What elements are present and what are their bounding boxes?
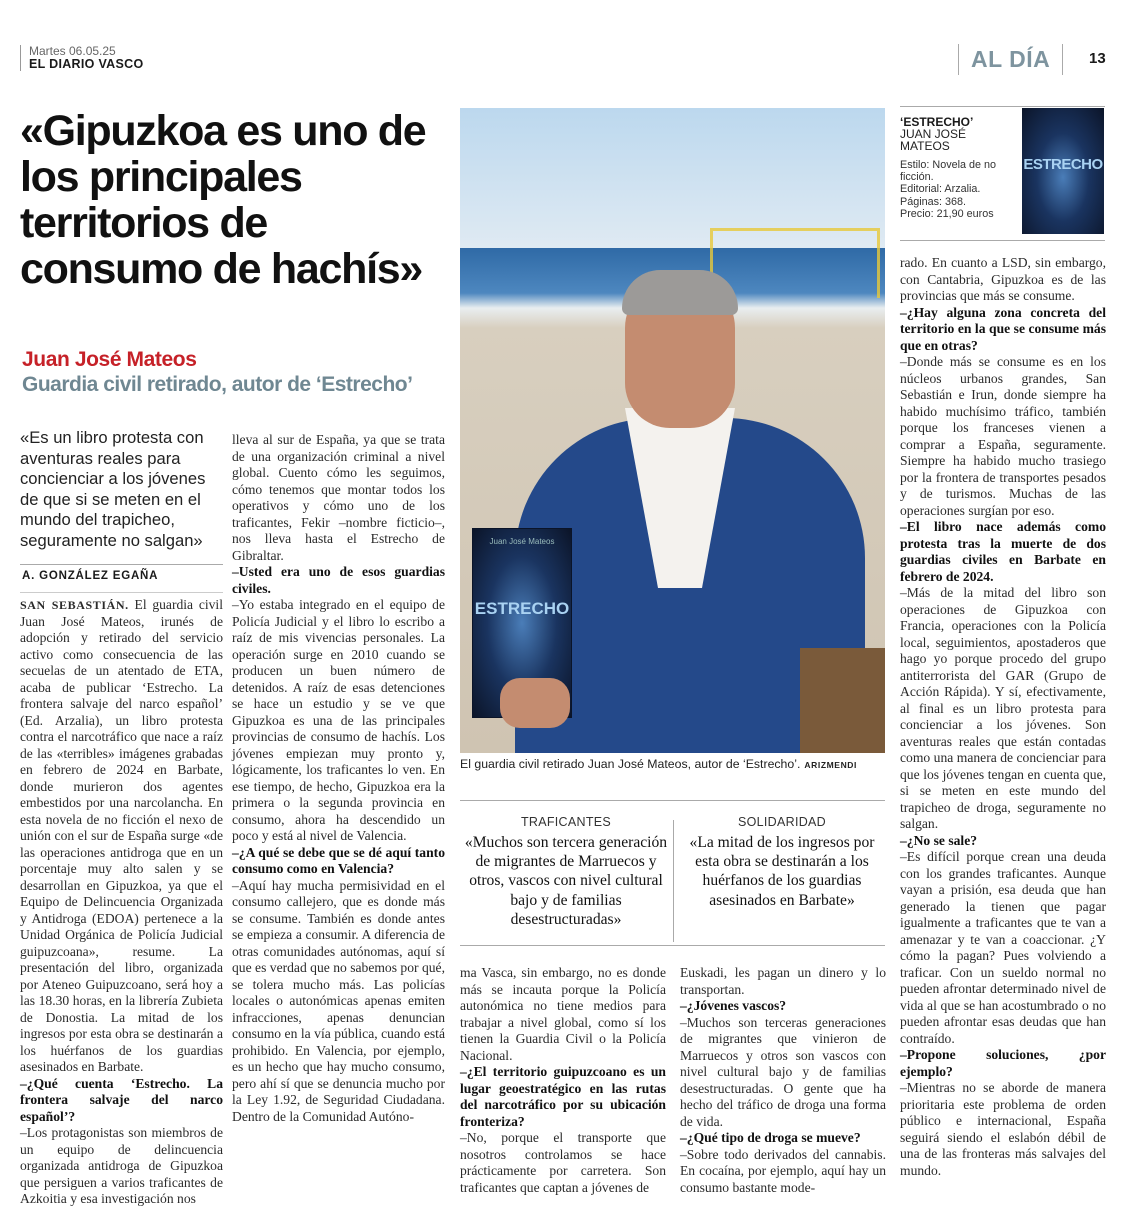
- paragraph-text: –¿No se sale?: [900, 832, 978, 848]
- hair: [622, 270, 738, 315]
- paragraph-text: –¿Qué cuenta ‘Estrecho. La frontera salvaje del narco español’?: [20, 1075, 223, 1124]
- interview-question: [900, 305, 1106, 355]
- book-title: ‘ESTRECHO’: [900, 115, 974, 129]
- paragraph-text: –Aquí hay mucha permisividad en el consumo callejero, que es donde más se consume. También es donde antes se empieza a consumir. A diferencia de otras comunidades autónomas, aquí sí que es verdad que no sabemos por qué, se tolera mucho más. Las policías locales o autonómicas apenas emiten infracciones, apenas denuncian consumo en la vía pública, cuando está prohibido. En Valencia, por ejemplo, es un hecho que hay mucho consumo, pero ahí sí que se denuncia mucho por la Ley 1.92, de Seguridad Ciudadana. Dentro de la Comunidad Autóno-: [232, 877, 445, 1124]
- paragraph-text: –¿Qué tipo de droga se mueve?: [680, 1130, 861, 1145]
- paragraph-text: –Propone soluciones, ¿por ejemplo?: [900, 1047, 1106, 1079]
- paragraph: [460, 965, 666, 1064]
- paragraph-text: –Donde más se consume es en los núcleos urbanos grandes, San Sebastián e Irun, donde siempre ha habido muchísimo tráfico, también porque los franceses vienen a comprar a España, seguramente. Siempre ha habido mucho trasiego por la frontera de transportes pesados y de turismos. Muchas de las operaciones surgían por eso.: [900, 354, 1106, 518]
- pull-quote-2: [676, 815, 888, 910]
- paragraph-text: El guardia civil Juan José Mateos, irunés de adopción y retirado del servicio activo como consecuencia de las secuelas de un atentado de ETA, acaba de publicar ‘Estrecho. La frontera salvaje del narco español’ (Ed. Arzalia), un libro protesta contra el narcotráfico que nace a raíz de las «terribles» imágenes grabadas en febrero de 2024 en Barbate, donde murieron dos agentes embestidos por una narcolancha. En esta novela de no ficción el nexo de unión con el sur de España surge «de las operaciones antidroga que en un porcentaje muy alto salen y se desarrollan en Gipuzkoa, ya que el Equipo de Delincuencia Organizada y Antidroga (EDOA) pertenece a la Unidad Orgánica de Policía Judicial guipuzcoana», resume. La presentación del libro, organizada por Ateneo Guipuzcoano, será hoy a las 18.30 horas, en la librería Zubieta de Donostia. La mitad de los ingresos por esta obra se destinarán a los huérfanos de los guardias asesinados en Barbate.: [20, 597, 223, 1074]
- issue-date: Martes 06.05.25: [29, 44, 116, 58]
- interview-question: [900, 1047, 1106, 1080]
- pull-quote-tag: SOLIDARIDAD: [737, 815, 827, 829]
- divider: [900, 106, 1105, 107]
- paragraph: [900, 255, 1106, 305]
- pull-quote-1: [460, 815, 672, 929]
- divider: [900, 240, 1105, 241]
- paragraph-text: –Sobre todo derivados del cannabis. En cocaína, por ejemplo, aquí hay un consumo bastante mode-: [680, 1146, 886, 1195]
- paragraph-text: –Más de la mitad del libro son operaciones de Gipuzkoa con Francia, operaciones con la Policía local, seguimientos, apostaderos que hago yo porque procedo del grupo antiterrorista del GAR (Grupo de Acción Rápida). Y sí, efectivamente, al final es un libro protesta para concienciar a los jóvenes. Son aventuras reales que están contadas como una manera de concienciar para que los jóvenes tengan en cuenta que, si se meten en este mundo del trapicheo de droga, seguramente no salgan.: [900, 585, 1106, 831]
- paragraph-text: –Yo estaba integrado en el equipo de Policía Judicial y el libro lo escribo a raíz de mis vivencias personales. La operación surge en 2010 cuando se producen un buen número de detenidos. A raíz de esas detenciones se hace un estudio y se ve que Gipuzkoa es una de las principales provincias de consumo de hachís. Los jóvenes empiezan muy pronto y, lógicamente, los traficantes lo ven. En ese tiempo, de hecho, Gipuzkoa era la primera o la segunda provincia en consumo, ahora ha descendido un poco y está al nivel de Valencia.: [232, 597, 445, 843]
- paragraph-text: ma Vasca, sin embargo, no es donde más se incauta porque la Policía autonómica no tiene medios para trabajar a nivel global, como sí los tienen la Guardia Civil o la Policía Nacional.: [460, 965, 666, 1063]
- paragraph: [20, 597, 223, 1076]
- interview-question: [680, 1130, 886, 1147]
- paragraph: [900, 585, 1106, 833]
- portrait-photo: [460, 108, 885, 753]
- divider: [20, 592, 223, 593]
- pull-quote-tag: TRAFICANTES: [520, 815, 612, 829]
- byline: A. GONZÁLEZ EGAÑA: [22, 570, 159, 582]
- photo-caption: [460, 757, 857, 771]
- article-column-4: [680, 965, 886, 1196]
- cover-title: ESTRECHO: [1023, 156, 1103, 173]
- book-publisher: Editorial: Arzalia.: [900, 183, 981, 196]
- paragraph-text: Euskadi, les pagan un dinero y lo transportan.: [680, 965, 886, 997]
- paragraph-text: –Usted era uno de esos guardias civiles.: [232, 564, 445, 596]
- divider: [460, 800, 885, 801]
- interviewee-name: Juan José Mateos: [22, 348, 197, 371]
- interview-question: [20, 1076, 223, 1126]
- paragraph: [900, 1080, 1106, 1179]
- book-style: Estilo: Novela de no ficción.: [900, 159, 997, 184]
- lead-quote: «Es un libro protesta con aventuras reales para concienciar a los jóvenes de que si se meten en el mundo del trapicheo, seguramente no salgan»: [20, 428, 206, 550]
- page-header-left: [20, 45, 143, 71]
- paragraph: [232, 878, 445, 1126]
- paragraph-text: –Los protagonistas son miembros de un equipo de delincuencia organizada antidroga de Gipuzkoa que persiguen a varios traficantes de Azkoitia y esa investigación nos: [20, 1125, 223, 1206]
- dateline: SAN SEBASTIÁN.: [20, 598, 129, 612]
- paragraph: [680, 1015, 886, 1131]
- divider: [20, 564, 223, 565]
- paragraph: [460, 1130, 666, 1196]
- paragraph: [20, 1125, 223, 1208]
- interview-question: [232, 845, 445, 878]
- paragraph-text: –¿El territorio guipuzcoano es un lugar geoestratégico en las rutas del narcotráfico por su ubicación fronteriza?: [460, 1064, 666, 1129]
- paragraph-text: lleva al sur de España, ya que se trata de una organización criminal a nivel global. Cuento cómo les seguimos, cómo tenemos que montar todos los operativos y cómo uno de los traficantes, Fekir –nombre ficticio–, nos lleva hasta el Estrecho de Gibraltar.: [232, 432, 445, 563]
- paragraph-text: –Es difícil porque crean una deuda con los grandes traficantes. Aunque vayan a prisión, esa deuda que han generado la tienen que pagar igualmente a traficantes que te van a amenazar y te van a coaccionar. ¿Y cómo la pagan? Pues volviendo a traficar. Con un sueldo normal no pueden afrontar determinado nivel de vida al que se han acostumbrado o no pueden afrontar esas deudas que han contraído.: [900, 849, 1106, 1046]
- pull-quote-text: «Muchos son tercera generación de migrantes de Marruecos y otros, vascos con nivel cultural bajo y de familias desestructuradas»: [464, 834, 668, 928]
- paragraph-text: –Muchos son terceras generaciones de migrantes que vinieron de Marruecos y otros son vascos con nivel cultural bajo y de familias desestructuradas. O gente que ha hecho del tráfico de droga una forma de vida.: [680, 1014, 886, 1129]
- paragraph: [232, 597, 445, 845]
- paragraph: [900, 849, 1106, 1047]
- headline: «Gipuzkoa es uno de los principales territorios de consumo de hachís»: [20, 107, 426, 293]
- paragraph-text: –¿A qué se debe que se dé aquí tanto consumo como en Valencia?: [232, 844, 445, 876]
- book-author: JUAN JOSÉ MATEOS: [900, 127, 967, 153]
- book-cover-image: [1022, 108, 1104, 234]
- pull-quote-text: «La mitad de los ingresos por esta obra se destinarán a los huérfanos de los guardias asesinados en Barbate»: [689, 834, 875, 909]
- section-label: AL DÍA: [958, 44, 1063, 75]
- book-pages: Páginas: 368.: [900, 195, 967, 208]
- interview-question: [680, 998, 886, 1015]
- goal-frame: [710, 228, 880, 298]
- paragraph-text: rado. En cuanto a LSD, sin embargo, con Cantabria, Gipuzkoa es de las provincias que más se consume.: [900, 255, 1106, 303]
- paragraph-text: –El libro nace además como protesta tras la muerte de dos guardias civiles en Barbate en febrero de 2024.: [900, 519, 1106, 584]
- paragraph: [232, 432, 445, 564]
- interview-question: [900, 519, 1106, 585]
- divider: [673, 820, 674, 942]
- book-price: Precio: 21,90 euros: [900, 207, 994, 220]
- paragraph-text: –¿Hay alguna zona concreta del territorio en la que se consume más que en otras?: [900, 304, 1106, 353]
- interview-question: [232, 564, 445, 597]
- wooden-post: [800, 648, 885, 753]
- article-column-1: [20, 597, 223, 1208]
- page-number: 13: [1089, 50, 1106, 67]
- newspaper-name: EL DIARIO VASCO: [29, 57, 144, 71]
- book-title-text: ESTRECHO: [474, 599, 570, 618]
- hand: [500, 678, 570, 728]
- book-author-text: Juan José Mateos: [489, 537, 555, 546]
- article-column-3: [460, 965, 666, 1196]
- divider: [460, 945, 885, 946]
- caption-text: El guardia civil retirado Juan José Mateos, autor de ‘Estrecho’.: [460, 757, 801, 771]
- paragraph: [900, 354, 1106, 519]
- article-column-2: [232, 432, 445, 1125]
- paragraph-text: –No, porque el transporte que nosotros controlamos se hace prácticamente por carretera. Son traficantes que captan a jóvenes de: [460, 1130, 666, 1195]
- paragraph-text: –¿Jóvenes vascos?: [680, 998, 787, 1013]
- photo-credit: ARIZMENDI: [804, 760, 858, 770]
- paragraph: [680, 965, 886, 998]
- interview-question: [900, 833, 1106, 850]
- interviewee-role: Guardia civil retirado, autor de ‘Estrecho’: [22, 373, 413, 396]
- article-column-5: [900, 255, 1106, 1179]
- interview-question: [460, 1064, 666, 1130]
- book-details: [900, 159, 1010, 220]
- paragraph-text: –Mientras no se aborde de manera prioritaria este problema de orden público e internacional, España seguirá siendo el eslabón débil de una de las fronteras más salvajes del mundo.: [900, 1080, 1106, 1178]
- paragraph: [680, 1147, 886, 1197]
